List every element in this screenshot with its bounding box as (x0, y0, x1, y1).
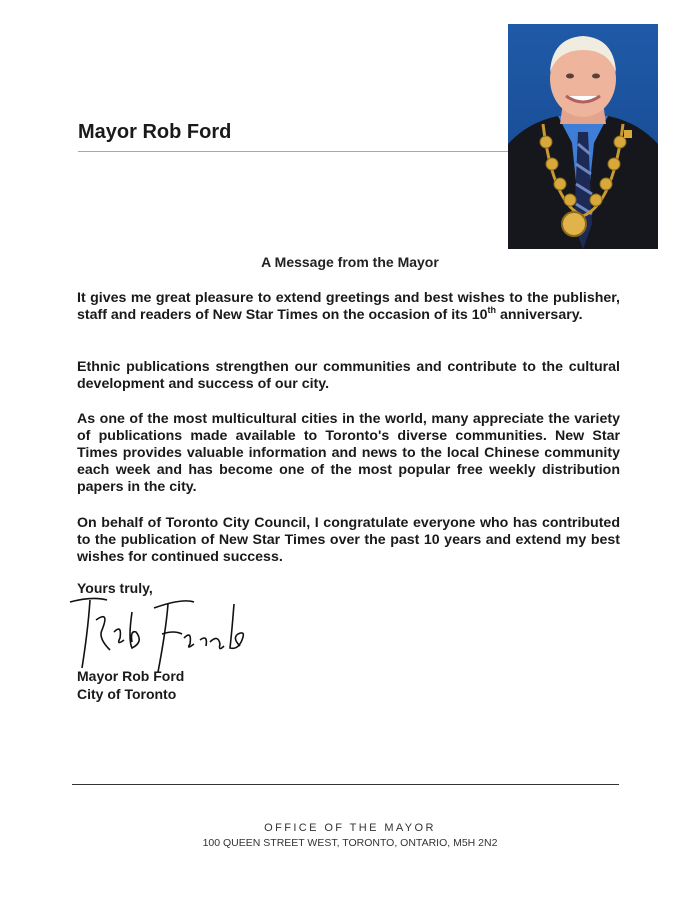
signer-organization: City of Toronto (77, 686, 177, 702)
ordinal-suffix: th (487, 305, 497, 315)
header-title: Mayor Rob Ford (78, 121, 232, 143)
handwritten-signature (62, 590, 262, 680)
footer-divider (72, 784, 619, 785)
footer-office: OFFICE OF THE MAYOR (264, 822, 436, 834)
signer-name: Mayor Rob Ford (77, 668, 185, 684)
closing-salutation: Yours truly, (77, 580, 153, 596)
mayor-portrait (508, 24, 658, 249)
header-divider (78, 151, 508, 152)
footer-address: 100 QUEEN STREET WEST, TORONTO, ONTARIO, M5H 2N2 (202, 837, 498, 849)
paragraph-greeting: It gives me great pleasure to extend greetings and best wishes to the publisher, staff and readers of New Star Times on the occasion of its 10th anniversary. (77, 290, 620, 323)
paragraph-ethnic-publications: Ethnic publications strengthen our communities and contribute to the cultural development and success of our city. (77, 359, 620, 392)
paragraph-congratulations: On behalf of Toronto City Council, I congratulate everyone who has contributed to the publication of New Star Times over the past 10 years and extend my best wishes for continued success. (77, 515, 620, 565)
message-heading: A Message from the Mayor (261, 254, 439, 270)
paragraph-multicultural: As one of the most multicultural cities in the world, many appreciate the variety of publications made available to Toronto's diverse communities. New Star Times provides valuable information and news to the local Chinese community each week and has become one of the most popular free weekly distribution papers in the city. (77, 411, 620, 495)
